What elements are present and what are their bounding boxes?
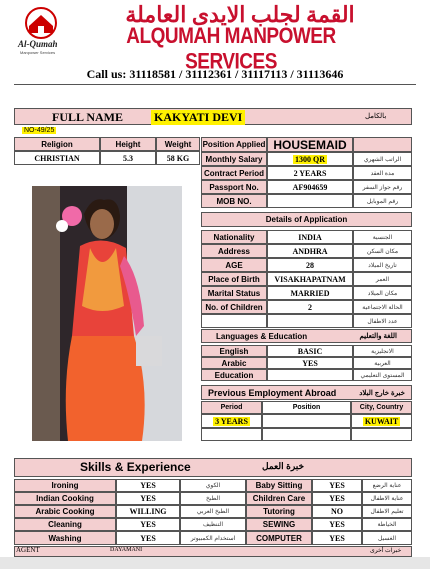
education-arabic: المستوى التعليمي bbox=[353, 369, 412, 381]
details-label: Place of Birth bbox=[201, 272, 267, 286]
details-value: INDIA bbox=[267, 230, 353, 244]
full-name-value: KAKYATI DEVI bbox=[151, 110, 245, 125]
experience-title-arabic: خبرة خارج البلاد bbox=[359, 389, 405, 397]
details-value: MARRIED bbox=[267, 286, 353, 300]
header-english-title: ALQUMAH MANPOWER SERVICES bbox=[126, 24, 336, 75]
skill-arabic: تعليم الاطفال bbox=[362, 505, 412, 518]
skill-label: Washing bbox=[14, 531, 116, 545]
position-spacer bbox=[353, 137, 412, 152]
language-label: English bbox=[201, 345, 267, 357]
languages-title-arabic: اللغة والتعليم bbox=[359, 333, 397, 340]
logo-text: Al-Qumah bbox=[18, 39, 58, 49]
details-label: Nationality bbox=[201, 230, 267, 244]
skill-label: COMPUTER bbox=[246, 531, 312, 545]
details-value bbox=[267, 314, 353, 328]
reference-number: NO-49/25 bbox=[24, 127, 55, 134]
height-header: Height bbox=[100, 137, 156, 151]
experience-title bbox=[201, 385, 412, 400]
skill-arabic: الغسيل bbox=[362, 531, 412, 545]
header-divider bbox=[14, 84, 416, 85]
skill-arabic: الكوي bbox=[180, 479, 246, 492]
details-arabic: مكان الميلاد bbox=[353, 286, 412, 300]
experience-country-value: KUWAIT bbox=[364, 416, 399, 426]
skill-value: WILLING bbox=[116, 505, 180, 518]
skill-value: YES bbox=[116, 479, 180, 492]
education-label: Education bbox=[201, 369, 267, 381]
details-arabic: تاريخ الميلاد bbox=[353, 258, 412, 272]
details-value: 2 bbox=[267, 300, 353, 314]
passport-arabic: رقم جواز السفر bbox=[353, 180, 412, 194]
logo-subtext: Manpower Services bbox=[20, 50, 56, 55]
skills-title: Skills & Experience bbox=[80, 460, 191, 474]
passport-label: Passport No. bbox=[201, 180, 267, 194]
details-arabic: مكان السكن bbox=[353, 244, 412, 258]
mobile-arabic: رقم الموبايل bbox=[353, 194, 412, 208]
skill-value: YES bbox=[312, 479, 362, 492]
salary-label: Monthly Salary bbox=[201, 152, 267, 166]
company-logo bbox=[8, 6, 74, 58]
position-value: HOUSEMAID bbox=[267, 137, 353, 152]
details-label: AGE bbox=[201, 258, 267, 272]
details-label: No. of Children bbox=[201, 300, 267, 314]
height-value: 5.3 bbox=[100, 151, 156, 165]
skill-arabic: التنظيف bbox=[180, 518, 246, 531]
skill-value: YES bbox=[312, 492, 362, 505]
details-label bbox=[201, 314, 267, 328]
mobile-value bbox=[267, 194, 353, 208]
contract-value: 2 YEARS bbox=[267, 166, 353, 180]
education-value bbox=[267, 369, 353, 381]
language-label: Arabic bbox=[201, 357, 267, 369]
skill-label: Children Care bbox=[246, 492, 312, 505]
details-arabic: الجنسية bbox=[353, 230, 412, 244]
experience-period-value: 3 YEARS bbox=[215, 416, 248, 426]
language-arabic: الانجليزية bbox=[353, 345, 412, 357]
religion-header: Religion bbox=[14, 137, 100, 151]
skill-label: Ironing bbox=[14, 479, 116, 492]
weight-value: 58 KG bbox=[156, 151, 200, 165]
contract-label: Contract Period bbox=[201, 166, 267, 180]
call-us-line: Call us: 31118581 / 31112361 / 31117113 / 31113646 bbox=[86, 67, 344, 81]
experience-period bbox=[201, 428, 262, 441]
languages-title bbox=[201, 329, 412, 343]
skill-arabic: الطبخ bbox=[180, 492, 246, 505]
experience-country bbox=[351, 414, 412, 428]
agent-row-bar bbox=[14, 546, 412, 557]
position-header: Position bbox=[262, 401, 351, 414]
mobile-label: MOB NO. bbox=[201, 194, 267, 208]
skill-label: Tutoring bbox=[246, 505, 312, 518]
salary-value: 1300 QR bbox=[295, 154, 325, 164]
experience-period bbox=[201, 414, 262, 428]
skill-label: SEWING bbox=[246, 518, 312, 531]
language-arabic: العربية bbox=[353, 357, 412, 369]
skill-value: YES bbox=[116, 518, 180, 531]
position-label: Position Applied bbox=[201, 137, 267, 152]
skill-value: YES bbox=[312, 531, 362, 545]
language-value: BASIC bbox=[267, 345, 353, 357]
candidate-photo-image bbox=[32, 186, 182, 441]
skill-label: Indian Cooking bbox=[14, 492, 116, 505]
weight-header: Weight bbox=[156, 137, 200, 151]
agent-label: AGENT bbox=[16, 546, 40, 554]
details-title: Details of Application bbox=[201, 212, 412, 227]
agent-value: DAYAMANI bbox=[110, 547, 143, 553]
bottom-strip bbox=[0, 557, 430, 569]
experience-country bbox=[351, 428, 412, 441]
country-header: City, Country bbox=[351, 401, 412, 414]
skill-label: Arabic Cooking bbox=[14, 505, 116, 518]
candidate-photo bbox=[32, 186, 182, 441]
details-label: Address bbox=[201, 244, 267, 258]
contract-arabic: مدة العقد bbox=[353, 166, 412, 180]
languages-title-text: Languages & Education bbox=[216, 331, 308, 341]
full-name-arabic: بالكامل bbox=[365, 113, 387, 120]
skill-arabic: عناية الرضع bbox=[362, 479, 412, 492]
skill-label: Cleaning bbox=[14, 518, 116, 531]
details-label: Marital Status bbox=[201, 286, 267, 300]
salary-value-cell bbox=[267, 152, 353, 166]
religion-value: CHRISTIAN bbox=[14, 151, 100, 165]
details-arabic: الحالة الاجتماعية bbox=[353, 300, 412, 314]
experience-position bbox=[262, 414, 351, 428]
details-value: ANDHRA bbox=[267, 244, 353, 258]
full-name-label: FULL NAME bbox=[52, 110, 124, 124]
skill-value: NO bbox=[312, 505, 362, 518]
salary-arabic: الراتب الشهري bbox=[353, 152, 412, 166]
details-value: VISAKHAPATNAM bbox=[267, 272, 353, 286]
header-arabic-title: القمة لجلب الايدى العاملة bbox=[125, 2, 355, 27]
skill-value: YES bbox=[116, 492, 180, 505]
details-arabic: العمر bbox=[353, 272, 412, 286]
skills-title-arabic: خبرة العمل bbox=[262, 461, 305, 471]
experience-title-text: Previous Employment Abroad bbox=[208, 387, 337, 398]
agent-arabic: خبرات أخرى bbox=[370, 548, 402, 554]
skill-value: YES bbox=[312, 518, 362, 531]
period-header: Period bbox=[201, 401, 262, 414]
logo-house-icon bbox=[8, 6, 74, 40]
skill-arabic: استخدام الكمبيوتر bbox=[180, 531, 246, 545]
passport-value: AF904659 bbox=[267, 180, 353, 194]
details-arabic: عدد الاطفال bbox=[353, 314, 412, 328]
skill-label: Baby Sitting bbox=[246, 479, 312, 492]
skill-arabic: عناية الاطفال bbox=[362, 492, 412, 505]
skill-value: YES bbox=[116, 531, 180, 545]
skill-arabic: الطبخ العربي bbox=[180, 505, 246, 518]
experience-position bbox=[262, 428, 351, 441]
details-value: 28 bbox=[267, 258, 353, 272]
skills-title-bar bbox=[14, 458, 412, 477]
language-value: YES bbox=[267, 357, 353, 369]
skill-arabic: الخياطة bbox=[362, 518, 412, 531]
